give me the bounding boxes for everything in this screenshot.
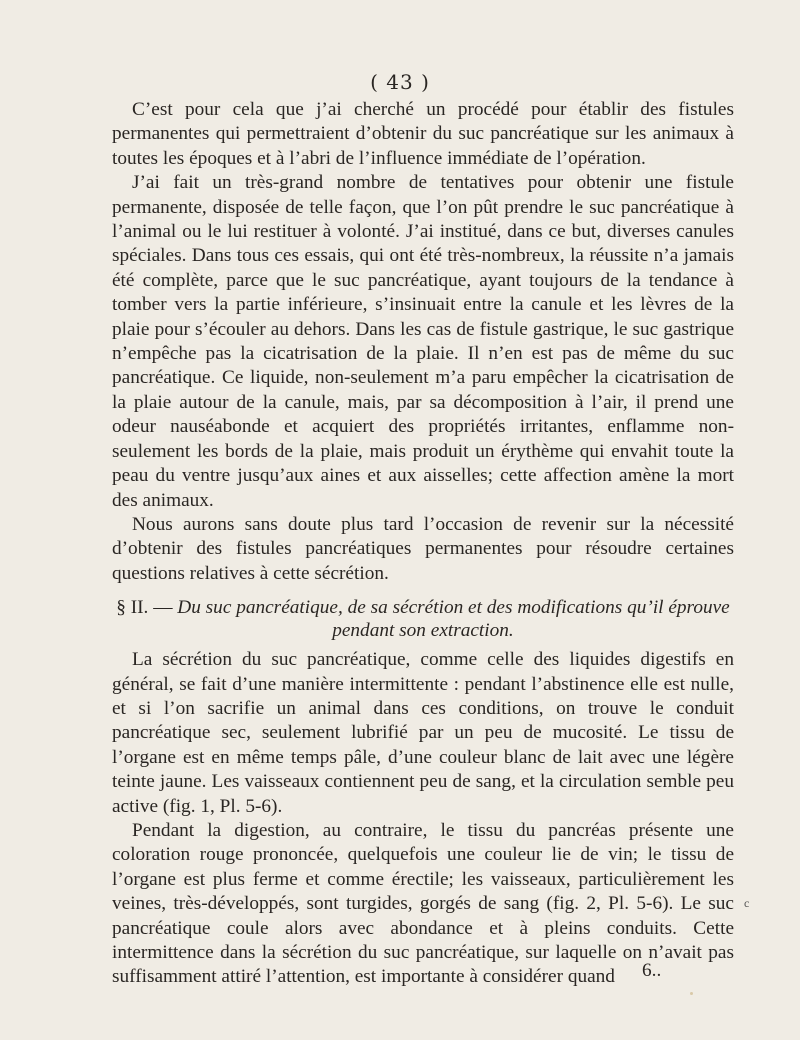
paragraph: Pendant la digestion, au contraire, le tissu du pancréas présente une coloration rouge prononcée, quelquefois une couleur lie de vin; le tissu de l’organe est plus ferme et comme érectile; les vaisseaux, particulièrement les veines, très-développés, sont turgides, gorgés de sang (fig. 2, Pl. 5-6). Le suc pancréatique coule alors avec abondance et à pleins conduits. Cette intermittence dans la sécrétion du suc pancréatique, sur laquelle on n’avait pas suffisamment attiré l’attention, est importante à considérer quand	[112, 819, 734, 988]
section-heading	[112, 596, 734, 642]
body-text	[112, 98, 734, 990]
paper-speck	[690, 992, 693, 995]
paragraph: Nous aurons sans doute plus tard l’occasion de revenir sur la nécessité d’obtenir des fistules pancréatiques permanentes pour résoudre certaines questions relatives à cette sécrétion.	[112, 513, 734, 584]
page-number: ( 43 )	[370, 70, 430, 94]
paragraph: J’ai fait un très-grand nombre de tentatives pour obtenir une fistule permanente, disposée de telle façon, que l’on pût prendre le suc pancréatique à l’animal ou le lui restituer à volonté. J’ai institué, dans ce but, diverses canules spéciales. Dans tous ces essais, qui ont été très-nombreux, la réussite n’a jamais été complète, parce que le suc pancréatique, ayant toujours de la tendance à tomber vers la partie inférieure, s’insinuait entre la canule et les lèvres de la plaie pour s’écouler au dehors. Dans les cas de fistule gastrique, le suc gastrique n’empêche pas la cicatrisation de la plaie. Il n’en est pas de même du suc pancréatique. Ce liquide, non-seulement m’a paru empêcher la cicatrisation de la plaie autour de la canule, mais, par sa décomposition à l’air, il prend une odeur nauséabonde et acquiert des propriétés irritantes, enflamme non-seulement les bords de la plaie, mais produit un érythème qui envahit toute la peau du ventre jusqu’aux aines et aux aisselles; cette affection amène la mort des animaux.	[112, 172, 734, 511]
paragraph: C’est pour cela que j’ai cherché un procédé pour établir des fistules permanentes qui permettraient d’obtenir du suc pancréatique sur les animaux à toutes les époques et à l’abri de l’influence immédiate de l’opération.	[112, 99, 734, 169]
signature-mark: 6..	[642, 960, 662, 981]
section-number: § II. —	[116, 597, 178, 619]
margin-mark: c	[744, 896, 750, 910]
section-title: Du suc pancréatique, de sa sécrétion et des modifications qu’il éprouve pendant son extraction.	[177, 597, 730, 642]
paragraph: La sécrétion du suc pancréatique, comme celle des liquides digestifs en général, se fait d’une manière intermittente : pendant l’abstinence elle est nulle, et si l’on sacrifie un animal dans ces conditions, on trouve le conduit pancréatique sec, seulement lubrifié par un peu de mucosité. Le tissu de l’organe est en même temps pâle, d’une couleur blanc de lait avec une légère teinte jaune. Les vaisseaux contiennent peu de sang, et la circulation semble peu active (fig. 1, Pl. 5-6).	[112, 649, 734, 817]
